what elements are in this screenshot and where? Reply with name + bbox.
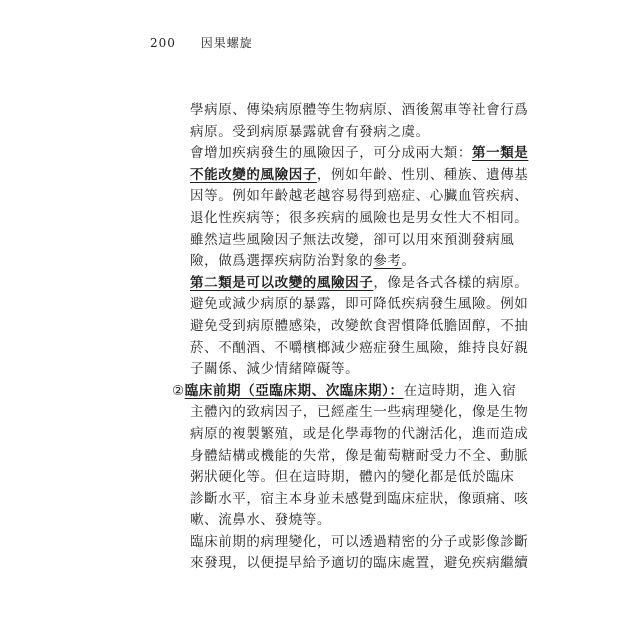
- book-title: 因果螺旋: [200, 36, 253, 50]
- text-line: [190, 230, 515, 252]
- text-line: [190, 165, 529, 187]
- text-run: 學病原、傳染病原體等生物病原、酒後駕車等社會行爲: [190, 102, 529, 118]
- text-line: [190, 510, 490, 532]
- text-run: 臨床前期的病理變化，可以透過精密的分子或影像診斷: [190, 533, 529, 550]
- text-run: 子關係、減少情緒障礙等。: [190, 361, 360, 378]
- text-line: [190, 294, 529, 316]
- text-run: ，例如年齡、性別、種族、遺傳基: [316, 166, 529, 183]
- text-line: [190, 338, 529, 360]
- text-run: 在這時期，進入宿: [403, 382, 517, 399]
- text-line: [190, 402, 529, 424]
- text-line: [190, 208, 529, 230]
- text-run: 病原的複製繁殖，或是化學毒物的代謝活化，進而造成: [190, 425, 529, 442]
- text-run: ，像是各式各樣的病原。: [373, 274, 529, 291]
- circled-number: ②: [172, 382, 185, 399]
- text-line: [190, 143, 529, 165]
- text-line: [190, 100, 529, 122]
- text-line: [172, 381, 517, 403]
- text-line: [190, 532, 529, 554]
- bold-underlined-term: 不能改變的風險因子: [190, 166, 317, 183]
- text-line: [190, 467, 515, 489]
- body-text: [172, 100, 529, 575]
- text-run: 會增加疾病發生的風險因子，可分成兩大類：: [190, 145, 472, 162]
- text-run: 險，做爲選擇疾病防治對象的: [190, 253, 374, 270]
- bold-underlined-term: 臨床前期（亞臨床期、次臨床期）：: [184, 382, 404, 399]
- text-run: 主體內的致病因子，已經產生一些病理變化，像是生物: [190, 404, 529, 421]
- page-number: 200: [150, 36, 176, 50]
- text-run: 菸、不酗酒、不嚼檳榔減少癌症發生風險，維持良好親: [190, 339, 529, 356]
- text-run: 嗽、流鼻水、發燒等。: [190, 512, 331, 529]
- text-line: [190, 251, 490, 273]
- text-run: 身體結構或機能的失常，像是葡萄糖耐受力不全、動脈: [190, 447, 529, 464]
- text-line: [190, 446, 529, 468]
- text-run: 因等。例如年齡越老越容易得到癌症、心臟血管疾病、: [190, 188, 529, 205]
- text-line: [190, 359, 490, 381]
- text-line: [190, 489, 529, 511]
- text-run: 退化性疾病等；很多疾病的風險也是男女性大不相同。: [190, 209, 529, 226]
- text-line: [190, 122, 490, 144]
- underlined-text: 參考: [373, 253, 402, 270]
- text-run: 病原。受到病原暴露就會有發病之虞。: [190, 123, 430, 140]
- bold-underlined-term: 第二類是可以改變的風險因子: [190, 274, 374, 291]
- text-line: [190, 186, 529, 208]
- text-line: [190, 273, 529, 295]
- text-run: 避免受到病原體感染，改變飲食習慣降低膽固醇，不抽: [190, 317, 529, 334]
- bold-underlined-term: 第一類是: [472, 145, 529, 162]
- running-head: [150, 34, 253, 51]
- text-run: 粥狀硬化等。但在這時期，體內的變化都是低於臨床: [190, 469, 515, 486]
- text-run: 診斷水平，宿主本身並未感覺到臨床症狀，像頭痛、咳: [190, 490, 529, 507]
- text-run: 避免或減少病原的暴露，即可降低疾病發生風險。例如: [190, 296, 529, 313]
- text-line: [190, 316, 529, 338]
- text-line: [190, 424, 529, 446]
- text-run: 雖然這些風險因子無法改變，卻可以用來預測發病風: [190, 231, 515, 248]
- text-run: 來發現，以便提早給予適切的臨床處置，避免疾病繼續: [190, 555, 529, 572]
- text-run: 。: [401, 253, 416, 270]
- text-line: [190, 553, 529, 575]
